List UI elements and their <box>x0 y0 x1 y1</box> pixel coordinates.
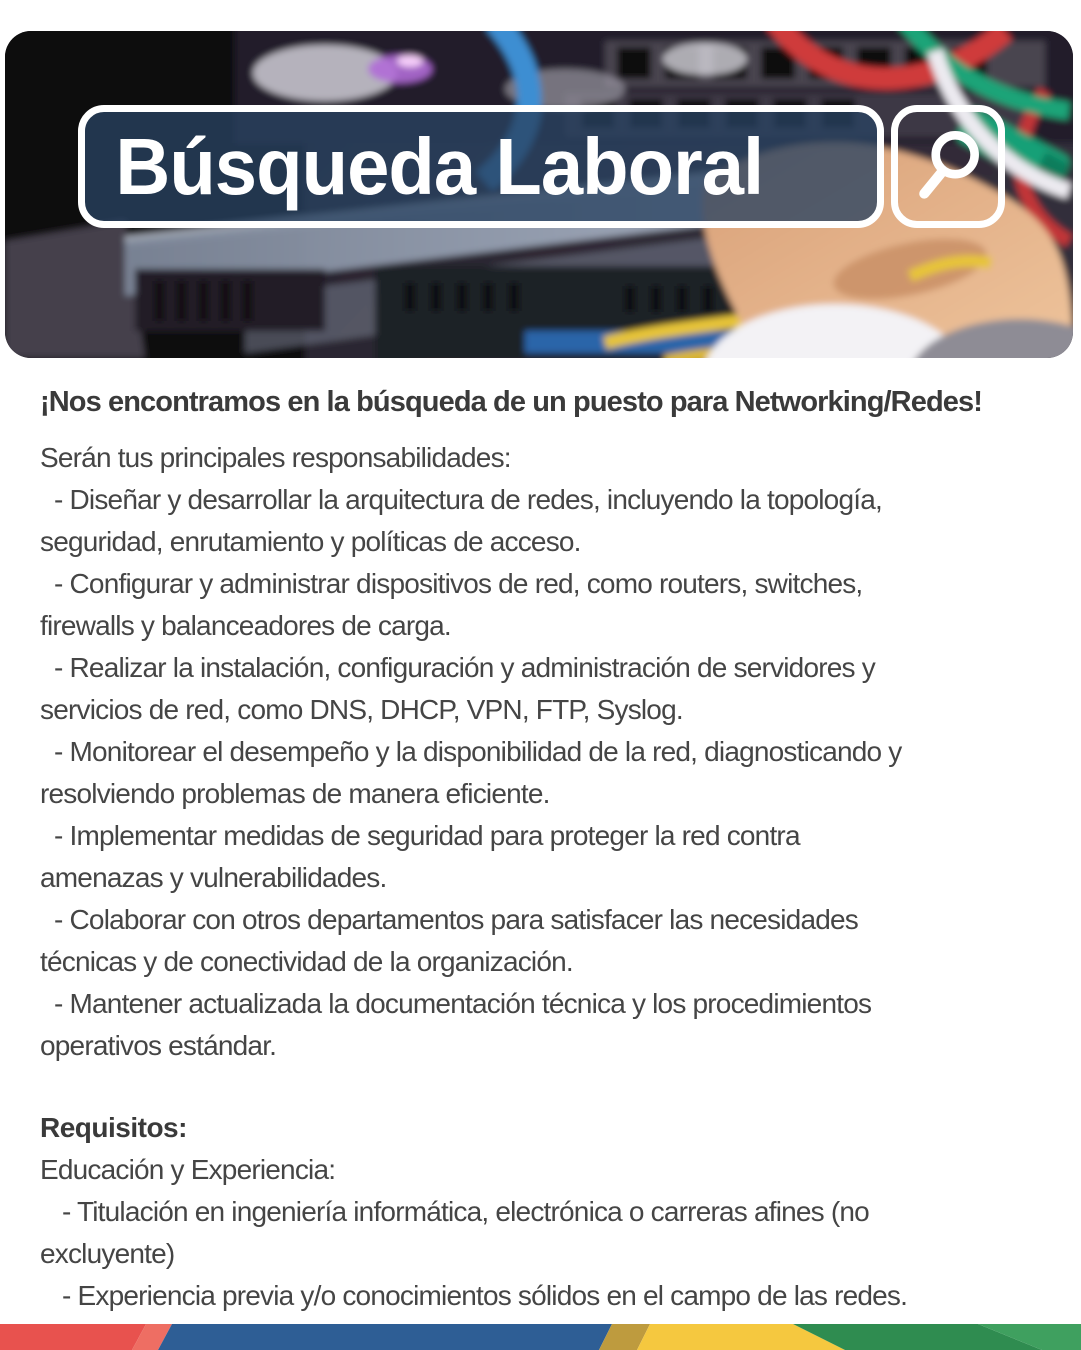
header-photo <box>5 31 1073 358</box>
banner-title: Búsqueda Laboral <box>115 121 764 211</box>
body-text-line: amenazas y vulnerabilidades. <box>40 862 387 893</box>
body-text-line: Requisitos: <box>40 1112 187 1143</box>
search-bar <box>78 105 884 228</box>
body-text-line: - Mantener actualizada la documentación técnica y los procedimientos <box>54 988 872 1019</box>
search-icon-box <box>891 105 1005 228</box>
body-text-line: - Titulación en ingeniería informática, electrónica o carreras afines (no <box>62 1196 869 1227</box>
body-text-line: técnicas y de conectividad de la organización. <box>40 946 573 977</box>
body-text-line: excluyente) <box>40 1238 175 1269</box>
body-text-line: servicios de red, como DNS, DHCP, VPN, FTP, Syslog. <box>40 694 683 725</box>
body-text-line: - Implementar medidas de seguridad para proteger la red contra <box>54 820 800 851</box>
body-text-line: operativos estándar. <box>40 1030 277 1061</box>
body-text-line: - Monitorear el desempeño y la disponibilidad de la red, diagnosticando y <box>54 736 902 767</box>
body-text-line: - Diseñar y desarrollar la arquitectura de redes, incluyendo la topología, <box>54 484 882 515</box>
body-text-line: - Experiencia previa y/o conocimientos sólidos en el campo de las redes. <box>62 1280 908 1311</box>
post-headline: ¡Nos encontramos en la búsqueda de un puesto para Networking/Redes! <box>40 386 982 418</box>
body-text-line: - Realizar la instalación, configuración y administración de servidores y <box>54 652 875 683</box>
body-text-line: Serán tus principales responsabilidades: <box>40 442 511 473</box>
magnifier-icon <box>912 124 984 210</box>
stripe-red-segment <box>0 1324 146 1350</box>
footer-stripe <box>0 1324 1081 1350</box>
footer-stripe-art <box>0 1324 1081 1350</box>
body-text-line: Educación y Experiencia: <box>40 1154 336 1185</box>
body-text-line: - Colaborar con otros departamentos para satisfacer las necesidades <box>54 904 858 935</box>
body-text-line: resolviendo problemas de manera eficiente. <box>40 778 550 809</box>
stripe-blue-segment <box>158 1324 612 1350</box>
post-body <box>40 437 1041 1317</box>
body-text-line: firewalls y balanceadores de carga. <box>40 610 451 641</box>
body-text-line: - Configurar y administrar dispositivos de red, como routers, switches, <box>54 568 863 599</box>
body-text-line: seguridad, enrutamiento y políticas de acceso. <box>40 526 581 557</box>
